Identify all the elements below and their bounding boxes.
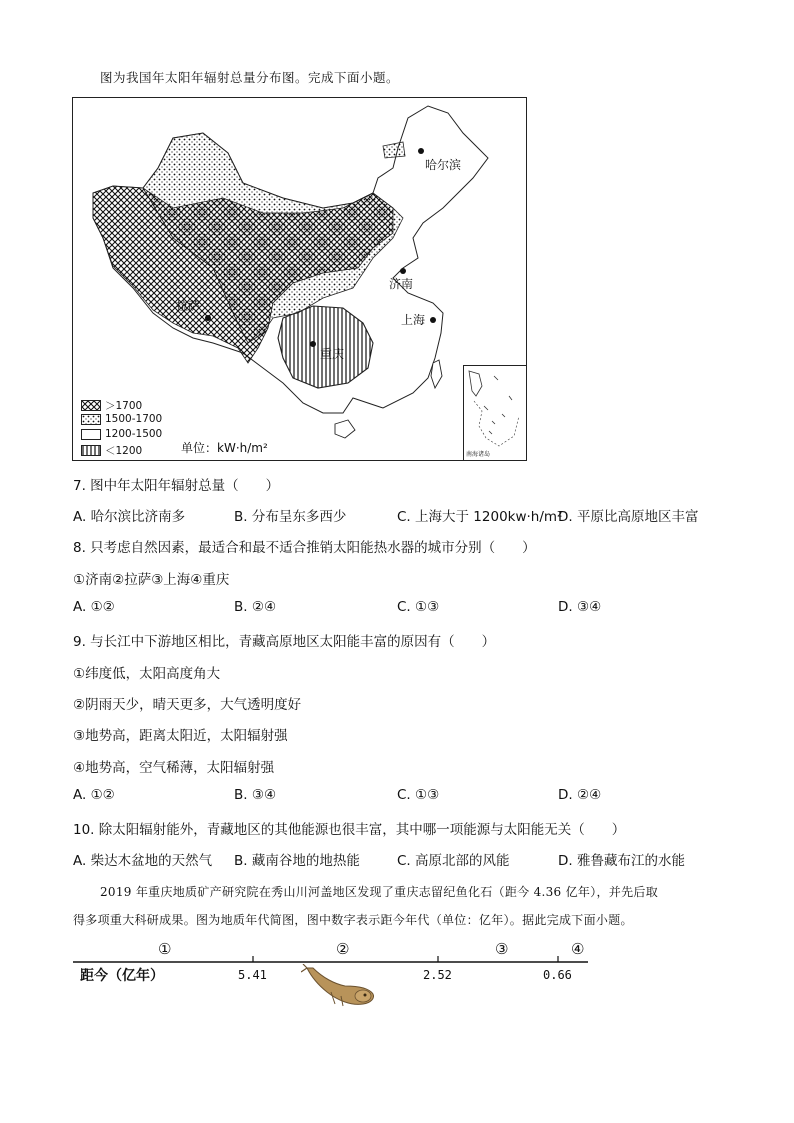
question-10-option-c: C. 高原北部的风能 xyxy=(397,853,510,869)
city-label-lhasa: 拉萨 xyxy=(176,299,201,313)
question-10-option-b: B. 藏南谷地的地热能 xyxy=(234,853,360,869)
legend-item-gt1700 xyxy=(81,398,142,413)
lhasa-dot xyxy=(205,315,211,321)
question-9-sub-4: ④地势高，空气稀薄，太阳辐射强 xyxy=(73,760,275,776)
question-8-option-a: A. ①② xyxy=(73,599,115,615)
city-label-shanghai: 上海 xyxy=(401,313,426,327)
legend-item-1500-1700 xyxy=(81,413,162,425)
timeline-segment-1: ① xyxy=(158,940,172,958)
legend-label: ＜1200 xyxy=(105,445,143,457)
question-9-sub-3: ③地势高，距离太阳近，太阳辐射强 xyxy=(73,728,288,744)
question-8-option-b: B. ②④ xyxy=(234,599,277,615)
map-intro-text: 图为我国年太阳年辐射总量分布图。完成下面小题。 xyxy=(100,70,400,85)
inset-label: 南海诸岛 xyxy=(466,451,491,458)
timeline-axis-label: 距今（亿年） xyxy=(80,968,164,984)
legend-item-lt1200 xyxy=(81,443,142,458)
city-label-harbin: 哈尔滨 xyxy=(425,158,462,172)
question-7-option-a: A. 哈尔滨比济南多 xyxy=(73,509,186,525)
inset-map-graphic xyxy=(464,366,526,460)
timeline-intro-line-2: 得多项重大科研成果。图为地质年代简图，图中数字表示距今年代（单位：亿年）。据此完成下面小题。 xyxy=(73,913,633,927)
question-10-option-a: A. 柴达木盆地的天然气 xyxy=(73,853,213,869)
timeline-segment-2: ② xyxy=(336,940,350,958)
question-9-sub-1: ①纬度低，太阳高度角大 xyxy=(73,666,221,682)
question-8-option-d: D. ③④ xyxy=(558,599,602,615)
question-7-option-d: D. 平原比高原地区丰富 xyxy=(558,509,699,525)
question-9-option-d: D. ②④ xyxy=(558,787,602,803)
question-7-option-c: C. 上海大于 1200kw·h/m² xyxy=(397,509,563,525)
city-label-jinan: 济南 xyxy=(389,277,414,291)
chongqing-dot xyxy=(310,341,316,347)
tick-label-2.52: 2.52 xyxy=(423,968,452,982)
geologic-timeline xyxy=(73,938,593,1018)
question-9-stem: 9. 与长江中下游地区相比，青藏高原地区太阳能丰富的原因有（ ） xyxy=(73,634,496,650)
question-10-option-d: D. 雅鲁藏布江的水能 xyxy=(558,853,685,869)
question-8-option-c: C. ①③ xyxy=(397,599,440,615)
timeline-segment-3: ③ xyxy=(495,940,509,958)
timeline-intro-line-1: 2019 年重庆地质矿产研究院在秀山川河盖地区发现了重庆志留纪鱼化石（距今 4.36 亿年），并先后取 xyxy=(100,885,659,899)
legend-label: 1200-1500 xyxy=(105,428,163,440)
map-unit-label: 单位：kW·h/m² xyxy=(181,441,268,455)
question-8-stem: 8. 只考虑自然因素，最适合和最不适合推销太阳能热水器的城市分别（ ） xyxy=(73,540,536,556)
timeline-segment-4: ④ xyxy=(571,940,585,958)
legend-label: 1500-1700 xyxy=(105,413,163,425)
harbin-dot xyxy=(418,148,424,154)
shanghai-dot xyxy=(430,317,436,323)
question-9-option-b: B. ③④ xyxy=(234,787,277,803)
legend-label: ＞1700 xyxy=(105,400,143,412)
legend-item-1200-1500 xyxy=(81,428,162,440)
question-7-stem: 7. 图中年太阳年辐射总量（ ） xyxy=(73,478,280,494)
question-7-option-b: B. 分布呈东多西少 xyxy=(234,509,347,525)
question-9-sub-2: ②阴雨天少，晴天更多，大气透明度好 xyxy=(73,697,302,713)
legend-swatch-crosshatch xyxy=(81,400,101,411)
question-10-stem: 10. 除太阳辐射能外，青藏地区的其他能源也很丰富，其中哪一项能源与太阳能无关（ ） xyxy=(73,822,626,838)
fish-fossil-icon xyxy=(301,964,381,1014)
legend-swatch-blank xyxy=(81,429,101,440)
tick-label-0.66: 0.66 xyxy=(543,968,572,982)
jinan-dot xyxy=(400,268,406,274)
legend-swatch-vertical-lines xyxy=(81,445,101,456)
question-9-option-c: C. ①③ xyxy=(397,787,440,803)
legend-swatch-dots xyxy=(81,414,101,425)
question-9-option-a: A. ①② xyxy=(73,787,115,803)
tick-label-5.41: 5.41 xyxy=(238,968,267,982)
city-label-chongqing: 重庆 xyxy=(320,347,345,361)
solar-radiation-map xyxy=(72,97,527,461)
question-8-sub-1: ①济南②拉萨③上海④重庆 xyxy=(73,572,230,588)
south-china-sea-inset xyxy=(463,365,526,460)
